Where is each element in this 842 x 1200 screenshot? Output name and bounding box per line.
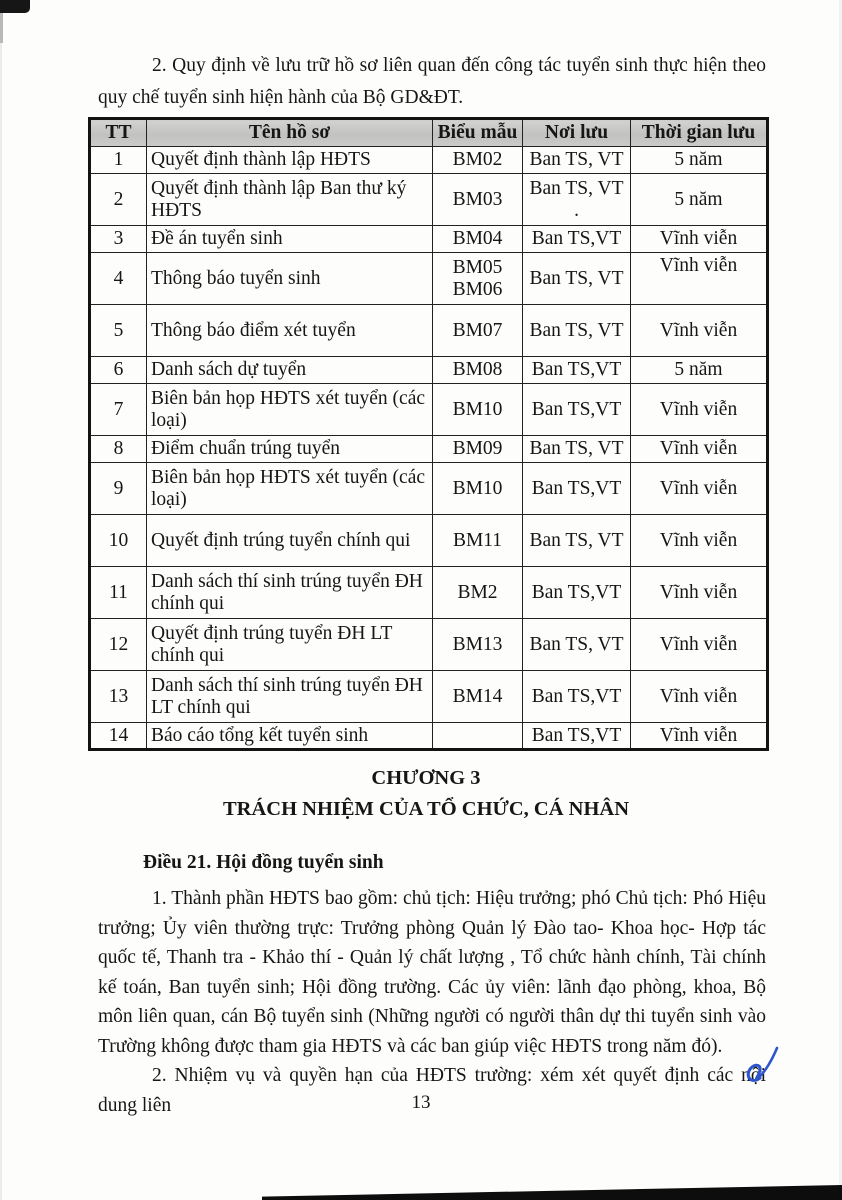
header-ten-ho-so: Tên hồ sơ	[147, 119, 433, 147]
cell-tt: 13	[90, 671, 147, 723]
article-heading: Điều 21. Hội đồng tuyển sinh	[143, 852, 384, 873]
cell-noi-luu: Ban TS, VT	[523, 436, 631, 463]
cell-noi-luu: Ban TS, VT	[523, 253, 631, 305]
blue-ink-mark	[744, 1044, 786, 1094]
cell-tt: 2	[90, 174, 147, 226]
scan-edge-left	[0, 0, 2, 1200]
header-bieu-mau: Biểu mẫu	[433, 119, 523, 147]
cell-tt: 8	[90, 436, 147, 463]
cell-bieu-mau	[433, 436, 523, 463]
cell-bieu-mau	[433, 147, 523, 174]
paragraph-2: 2. Nhiệm vụ và quyền hạn của HĐTS trường: xém xét quyết định các nội dung liên	[98, 1065, 766, 1116]
cell-tt: 10	[90, 515, 147, 567]
table-row	[90, 436, 768, 463]
bieu-mau-value: BM11	[452, 529, 503, 551]
cell-noi-luu: Ban TS,VT	[523, 226, 631, 253]
cell-ten-ho-so: Điểm chuẩn trúng tuyển	[147, 436, 433, 463]
header-noi-luu: Nơi lưu	[523, 119, 631, 147]
cell-ten-ho-so: Biên bản họp HĐTS xét tuyển (các loại)	[147, 384, 433, 436]
bieu-mau-value: BM07	[452, 319, 503, 341]
intro-paragraph: 2. Quy định về lưu trữ hồ sơ liên quan đến công tác tuyển sinh thực hiện theo quy chế tuyển sinh hiện hành của Bộ GD&ĐT.	[98, 55, 766, 108]
paragraph-1: 1. Thành phần HĐTS bao gồm: chủ tịch: Hiệu trưởng; phó Chủ tịch: Phó Hiệu trưởng; Ủy viên thường trực: Trưởng phòng Quản lý Đào tao- Khoa học- Hợp tác quốc tế, Thanh tra - Khảo thí - Quản lý chất lượng , Tổ chức hành chính, Tài chính kế toán, Ban tuyển sinh; Hội đồng trường. Các ủy viên: lãnh đạo phòng, khoa, Bộ môn liên quan, cán Bộ tuyển sinh (Những người có người thân dự thi tuyển sinh vào Trường không được tham gia HĐTS và các ban giúp việc HĐTS trong năm đó).	[98, 888, 766, 1057]
bieu-mau-value: BM03	[452, 188, 503, 210]
cell-bieu-mau	[433, 463, 523, 515]
cell-thoi-gian-luu: Vĩnh viễn	[631, 226, 768, 253]
cell-ten-ho-so: Danh sách dự tuyển	[147, 357, 433, 384]
table-row	[90, 174, 768, 226]
cell-bieu-mau	[433, 567, 523, 619]
cell-noi-luu: Ban TS, VT	[523, 515, 631, 567]
cell-bieu-mau	[433, 226, 523, 253]
chapter-subtitle: TRÁCH NHIỆM CỦA TỔ CHỨC, CÁ NHÂN	[222, 798, 630, 820]
cell-ten-ho-so: Danh sách thí sinh trúng tuyển ĐH LT chính qui	[147, 671, 433, 723]
table-row	[90, 226, 768, 253]
cell-ten-ho-so: Quyết định thành lập Ban thư ký HĐTS	[147, 174, 433, 226]
header-tt: TT	[90, 119, 147, 147]
bieu-mau-value: BM04	[452, 228, 503, 249]
bieu-mau-value: BM06	[452, 278, 503, 300]
cell-ten-ho-so: Thông báo tuyển sinh	[147, 253, 433, 305]
cell-thoi-gian-luu: Vĩnh viễn	[631, 463, 768, 515]
cell-noi-luu: Ban TS,VT	[523, 723, 631, 750]
table-row	[90, 384, 768, 436]
cell-noi-luu: Ban TS,VT	[523, 671, 631, 723]
cell-tt: 4	[90, 253, 147, 305]
cell-tt: 1	[90, 147, 147, 174]
cell-thoi-gian-luu: 5 năm	[631, 147, 768, 174]
table-row	[90, 515, 768, 567]
cell-noi-luu: Ban TS, VT	[523, 147, 631, 174]
cell-ten-ho-so: Danh sách thí sinh trúng tuyển ĐH chính qui	[147, 567, 433, 619]
cell-noi-luu: Ban TS,VT	[523, 384, 631, 436]
article-body	[98, 884, 766, 1120]
header-thoi-gian-luu: Thời gian lưu	[631, 119, 768, 147]
table-row	[90, 723, 768, 750]
cell-tt: 14	[90, 723, 147, 750]
table-row	[90, 253, 768, 305]
cell-thoi-gian-luu: Vĩnh viễn	[631, 436, 768, 463]
cell-noi-luu: Ban TS,VT	[523, 567, 631, 619]
bieu-mau-value: BM09	[452, 438, 503, 459]
cell-bieu-mau	[433, 357, 523, 384]
cell-tt: 7	[90, 384, 147, 436]
cell-bieu-mau	[433, 174, 523, 226]
chapter-heading	[88, 763, 764, 825]
cell-ten-ho-so: Thông báo điểm xét tuyển	[147, 305, 433, 357]
table-row	[90, 567, 768, 619]
cell-noi-luu: Ban TS, VT	[523, 305, 631, 357]
bieu-mau-value: BM05	[452, 256, 503, 278]
retention-table	[88, 117, 769, 751]
cell-tt: 3	[90, 226, 147, 253]
cell-tt: 11	[90, 567, 147, 619]
cell-noi-luu: Ban TS, VT	[523, 619, 631, 671]
table-row	[90, 463, 768, 515]
cell-ten-ho-so: Quyết định trúng tuyển chính qui	[147, 515, 433, 567]
cell-ten-ho-so: Đề án tuyển sinh	[147, 226, 433, 253]
chapter-title: CHƯƠNG 3	[371, 767, 481, 789]
cell-thoi-gian-luu: Vĩnh viễn	[631, 619, 768, 671]
cell-thoi-gian-luu: Vĩnh viễn	[631, 384, 768, 436]
scan-smudge	[0, 13, 3, 43]
cell-bieu-mau	[433, 723, 523, 750]
table-row	[90, 357, 768, 384]
bieu-mau-value: BM10	[452, 398, 503, 420]
cell-thoi-gian-luu: Vĩnh viễn	[631, 567, 768, 619]
cell-tt: 12	[90, 619, 147, 671]
table-row	[90, 305, 768, 357]
bieu-mau-value: BM02	[452, 149, 503, 170]
cell-bieu-mau	[433, 253, 523, 305]
cell-bieu-mau	[433, 305, 523, 357]
cell-thoi-gian-luu: Vĩnh viễn	[631, 723, 768, 750]
cell-thoi-gian-luu: Vĩnh viễn	[631, 515, 768, 567]
cell-thoi-gian-luu: 5 năm	[631, 174, 768, 226]
cell-thoi-gian-luu: Vĩnh viễn	[631, 671, 768, 723]
cell-bieu-mau	[433, 384, 523, 436]
cell-bieu-mau	[433, 515, 523, 567]
cell-bieu-mau	[433, 671, 523, 723]
cell-noi-luu: Ban TS, VT .	[523, 174, 631, 226]
cell-noi-luu: Ban TS,VT	[523, 463, 631, 515]
table-row	[90, 619, 768, 671]
cell-thoi-gian-luu: Vĩnh viễn	[631, 253, 768, 305]
cell-ten-ho-so: Quyết định thành lập HĐTS	[147, 147, 433, 174]
table-row	[90, 147, 768, 174]
cell-ten-ho-so: Biên bản họp HĐTS xét tuyển (các loại)	[147, 463, 433, 515]
bieu-mau-value: BM2	[457, 581, 498, 603]
cell-thoi-gian-luu: Vĩnh viễn	[631, 305, 768, 357]
table-body	[90, 147, 768, 750]
cell-thoi-gian-luu: 5 năm	[631, 357, 768, 384]
cell-tt: 6	[90, 357, 147, 384]
table-row	[90, 671, 768, 723]
bieu-mau-value: BM10	[452, 477, 503, 499]
bieu-mau-value: BM13	[452, 633, 503, 655]
cell-tt: 9	[90, 463, 147, 515]
cell-tt: 5	[90, 305, 147, 357]
bieu-mau-value: BM14	[452, 685, 503, 707]
cell-ten-ho-so: Quyết định trúng tuyển ĐH LT chính qui	[147, 619, 433, 671]
page-number: 13	[411, 1092, 431, 1113]
table-header-row	[90, 119, 768, 147]
bieu-mau-value: BM08	[452, 359, 503, 380]
cell-bieu-mau	[433, 619, 523, 671]
scan-artifact-bottom-bar	[262, 1183, 842, 1200]
cell-ten-ho-so: Báo cáo tổng kết tuyển sinh	[147, 723, 433, 750]
scan-artifact-corner	[0, 0, 30, 13]
cell-noi-luu: Ban TS,VT	[523, 357, 631, 384]
